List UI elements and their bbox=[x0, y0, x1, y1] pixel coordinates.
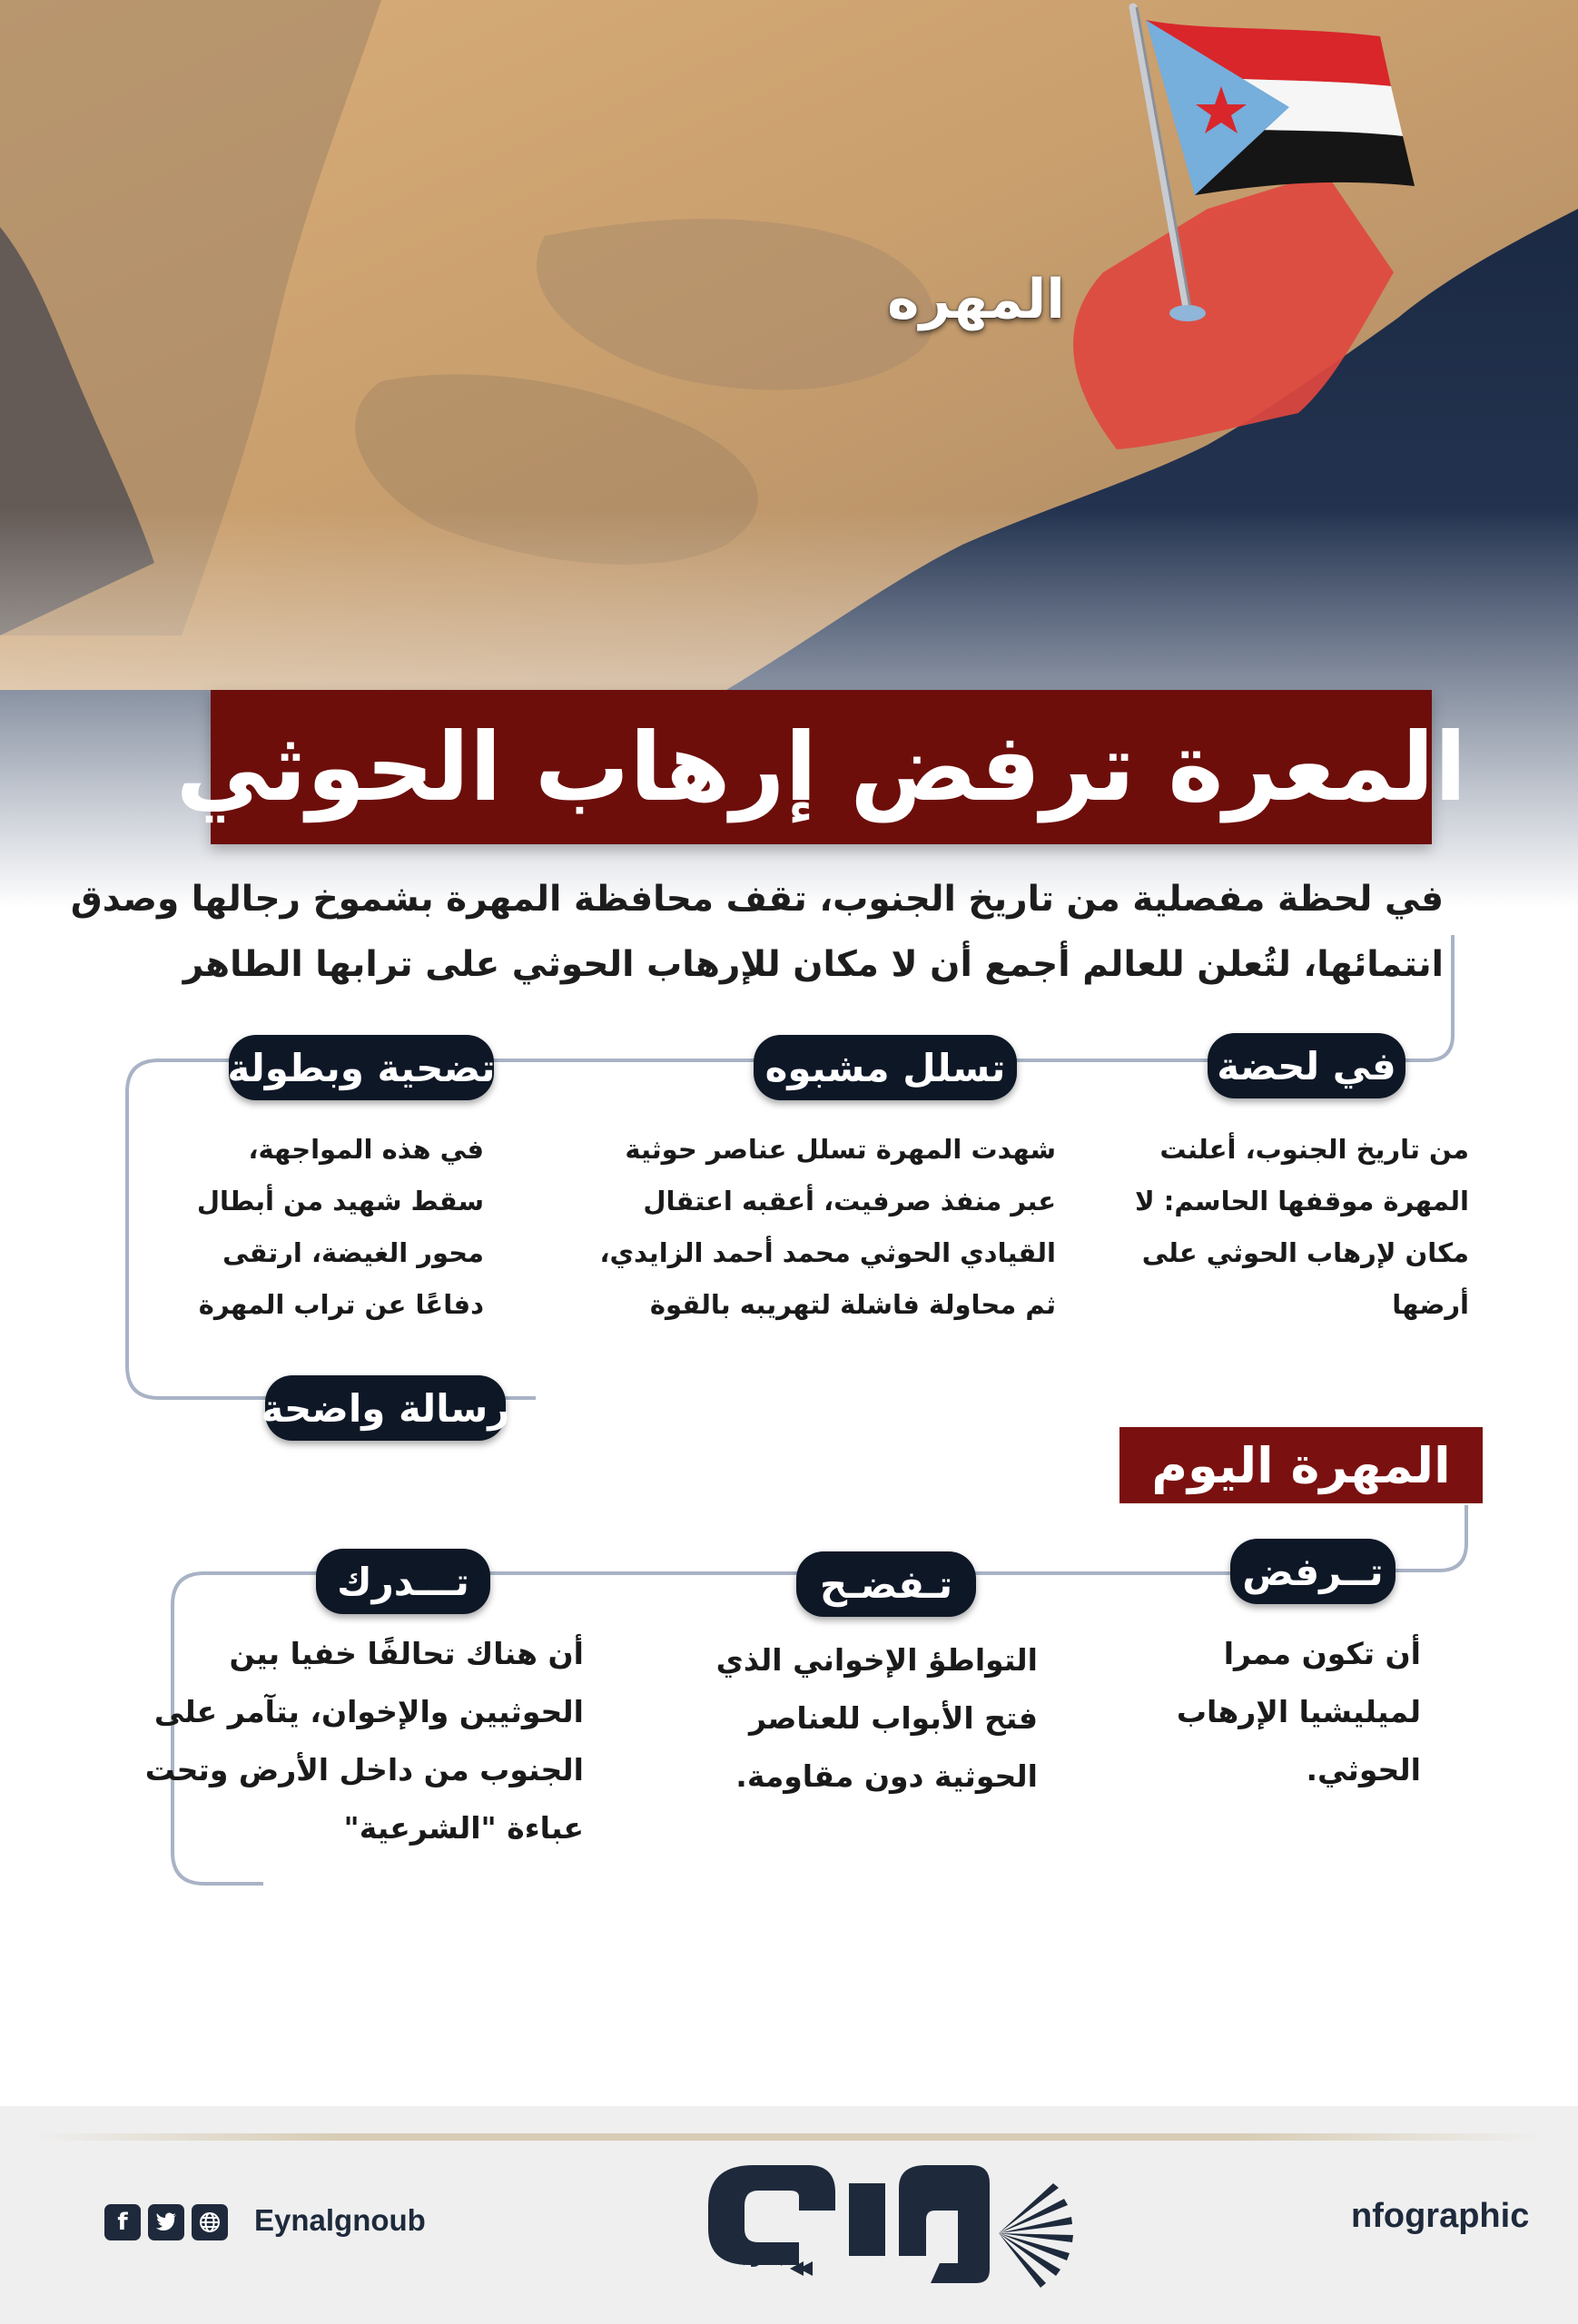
pill-rejects: تــرفض bbox=[1230, 1539, 1396, 1604]
text-line: المهرة موقفها الحاسم: لا bbox=[1135, 1186, 1469, 1216]
pill-in-a-moment: في لحضة bbox=[1208, 1033, 1405, 1098]
globe-icon[interactable] bbox=[192, 2204, 228, 2240]
pill-suspicious-infiltration: تسلل مشبوه bbox=[754, 1035, 1017, 1100]
pill-realizes: تـــدرك bbox=[316, 1549, 490, 1614]
text-line: الحوثيين والإخوان، يتآمر على bbox=[153, 1694, 584, 1729]
text-block-realizes bbox=[144, 1625, 584, 1857]
text-line: الجنوب من داخل الأرض وتحت bbox=[144, 1752, 584, 1787]
text-line: أرضها bbox=[1392, 1289, 1469, 1320]
text-line: دفاعًا عن تراب المهرة bbox=[198, 1289, 484, 1320]
text-line: التواطؤ الإخواني الذي bbox=[715, 1642, 1038, 1678]
twitter-icon[interactable] bbox=[148, 2204, 184, 2240]
section-heading-mahra-today: المهرة اليوم bbox=[1119, 1427, 1483, 1503]
social-icons bbox=[104, 2204, 228, 2240]
pill-clear-message: رسالة واضحة bbox=[265, 1375, 506, 1441]
text-line: شهدت المهرة تسلل عناصر حوثية bbox=[625, 1134, 1056, 1165]
text-line: أن تكون ممرا bbox=[1223, 1636, 1421, 1671]
text-block-rejects bbox=[1171, 1625, 1421, 1799]
text-block-sacrifice bbox=[196, 1124, 484, 1331]
text-line: عبر منفذ صرفيت، أعقبه اعتقال bbox=[643, 1186, 1056, 1216]
brand-logo bbox=[699, 2156, 1080, 2292]
text-line: الحوثية دون مقاومة. bbox=[735, 1758, 1038, 1794]
text-line: أن هناك تحالفًا خفيا بين bbox=[229, 1636, 584, 1671]
text-line: القيادي الحوثي محمد أحمد الزايدي، bbox=[599, 1237, 1056, 1268]
text-block-infiltration bbox=[599, 1124, 1056, 1331]
facebook-icon[interactable]: f bbox=[104, 2204, 141, 2240]
text-line: عباءة "الشرعية" bbox=[343, 1810, 584, 1846]
intro-line: في لحظة مفصلية من تاريخ الجنوب، تقف محافظة المهرة بشموخ رجالها وصدق bbox=[70, 879, 1444, 920]
text-line: في هذه المواجهة، bbox=[248, 1134, 484, 1165]
logo-caption: الجنــوب bbox=[736, 2250, 798, 2267]
text-line: فتح الأبواب للعناصر bbox=[748, 1700, 1038, 1736]
brand-word: nfographic bbox=[1351, 2197, 1530, 2235]
text-line: ثم محاولة فاشلة لتهريبه بالقوة bbox=[649, 1289, 1056, 1320]
footer-divider bbox=[36, 2133, 1542, 2141]
text-line: لميليشيا الإرهاب bbox=[1176, 1694, 1421, 1729]
text-line: من تاريخ الجنوب، أعلنت bbox=[1159, 1134, 1469, 1165]
pill-exposes: تـفضـح bbox=[796, 1551, 976, 1617]
text-line: سقط شهيد من أبطال bbox=[196, 1186, 484, 1216]
text-block-exposes bbox=[717, 1631, 1038, 1806]
text-block-in-a-moment bbox=[1135, 1124, 1469, 1331]
intro-line: انتمائها، لتُعلن للعالم أجمع أن لا مكان للإرهاب الحوثي على ترابها الطاهر bbox=[182, 944, 1444, 985]
map-region-label: المهره bbox=[887, 268, 1065, 331]
pill-sacrifice-heroism: تضحية وبطولة bbox=[229, 1035, 494, 1100]
page-title: المعرة ترفض إرهاب الحوثي bbox=[175, 712, 1467, 822]
social-handle[interactable]: Eynalgnoub bbox=[254, 2203, 426, 2237]
text-line: محور الغيضة، ارتقى bbox=[222, 1237, 484, 1268]
text-line: الحوثي. bbox=[1306, 1752, 1421, 1787]
text-line: مكان لإرهاب الحوثي على bbox=[1141, 1237, 1469, 1268]
